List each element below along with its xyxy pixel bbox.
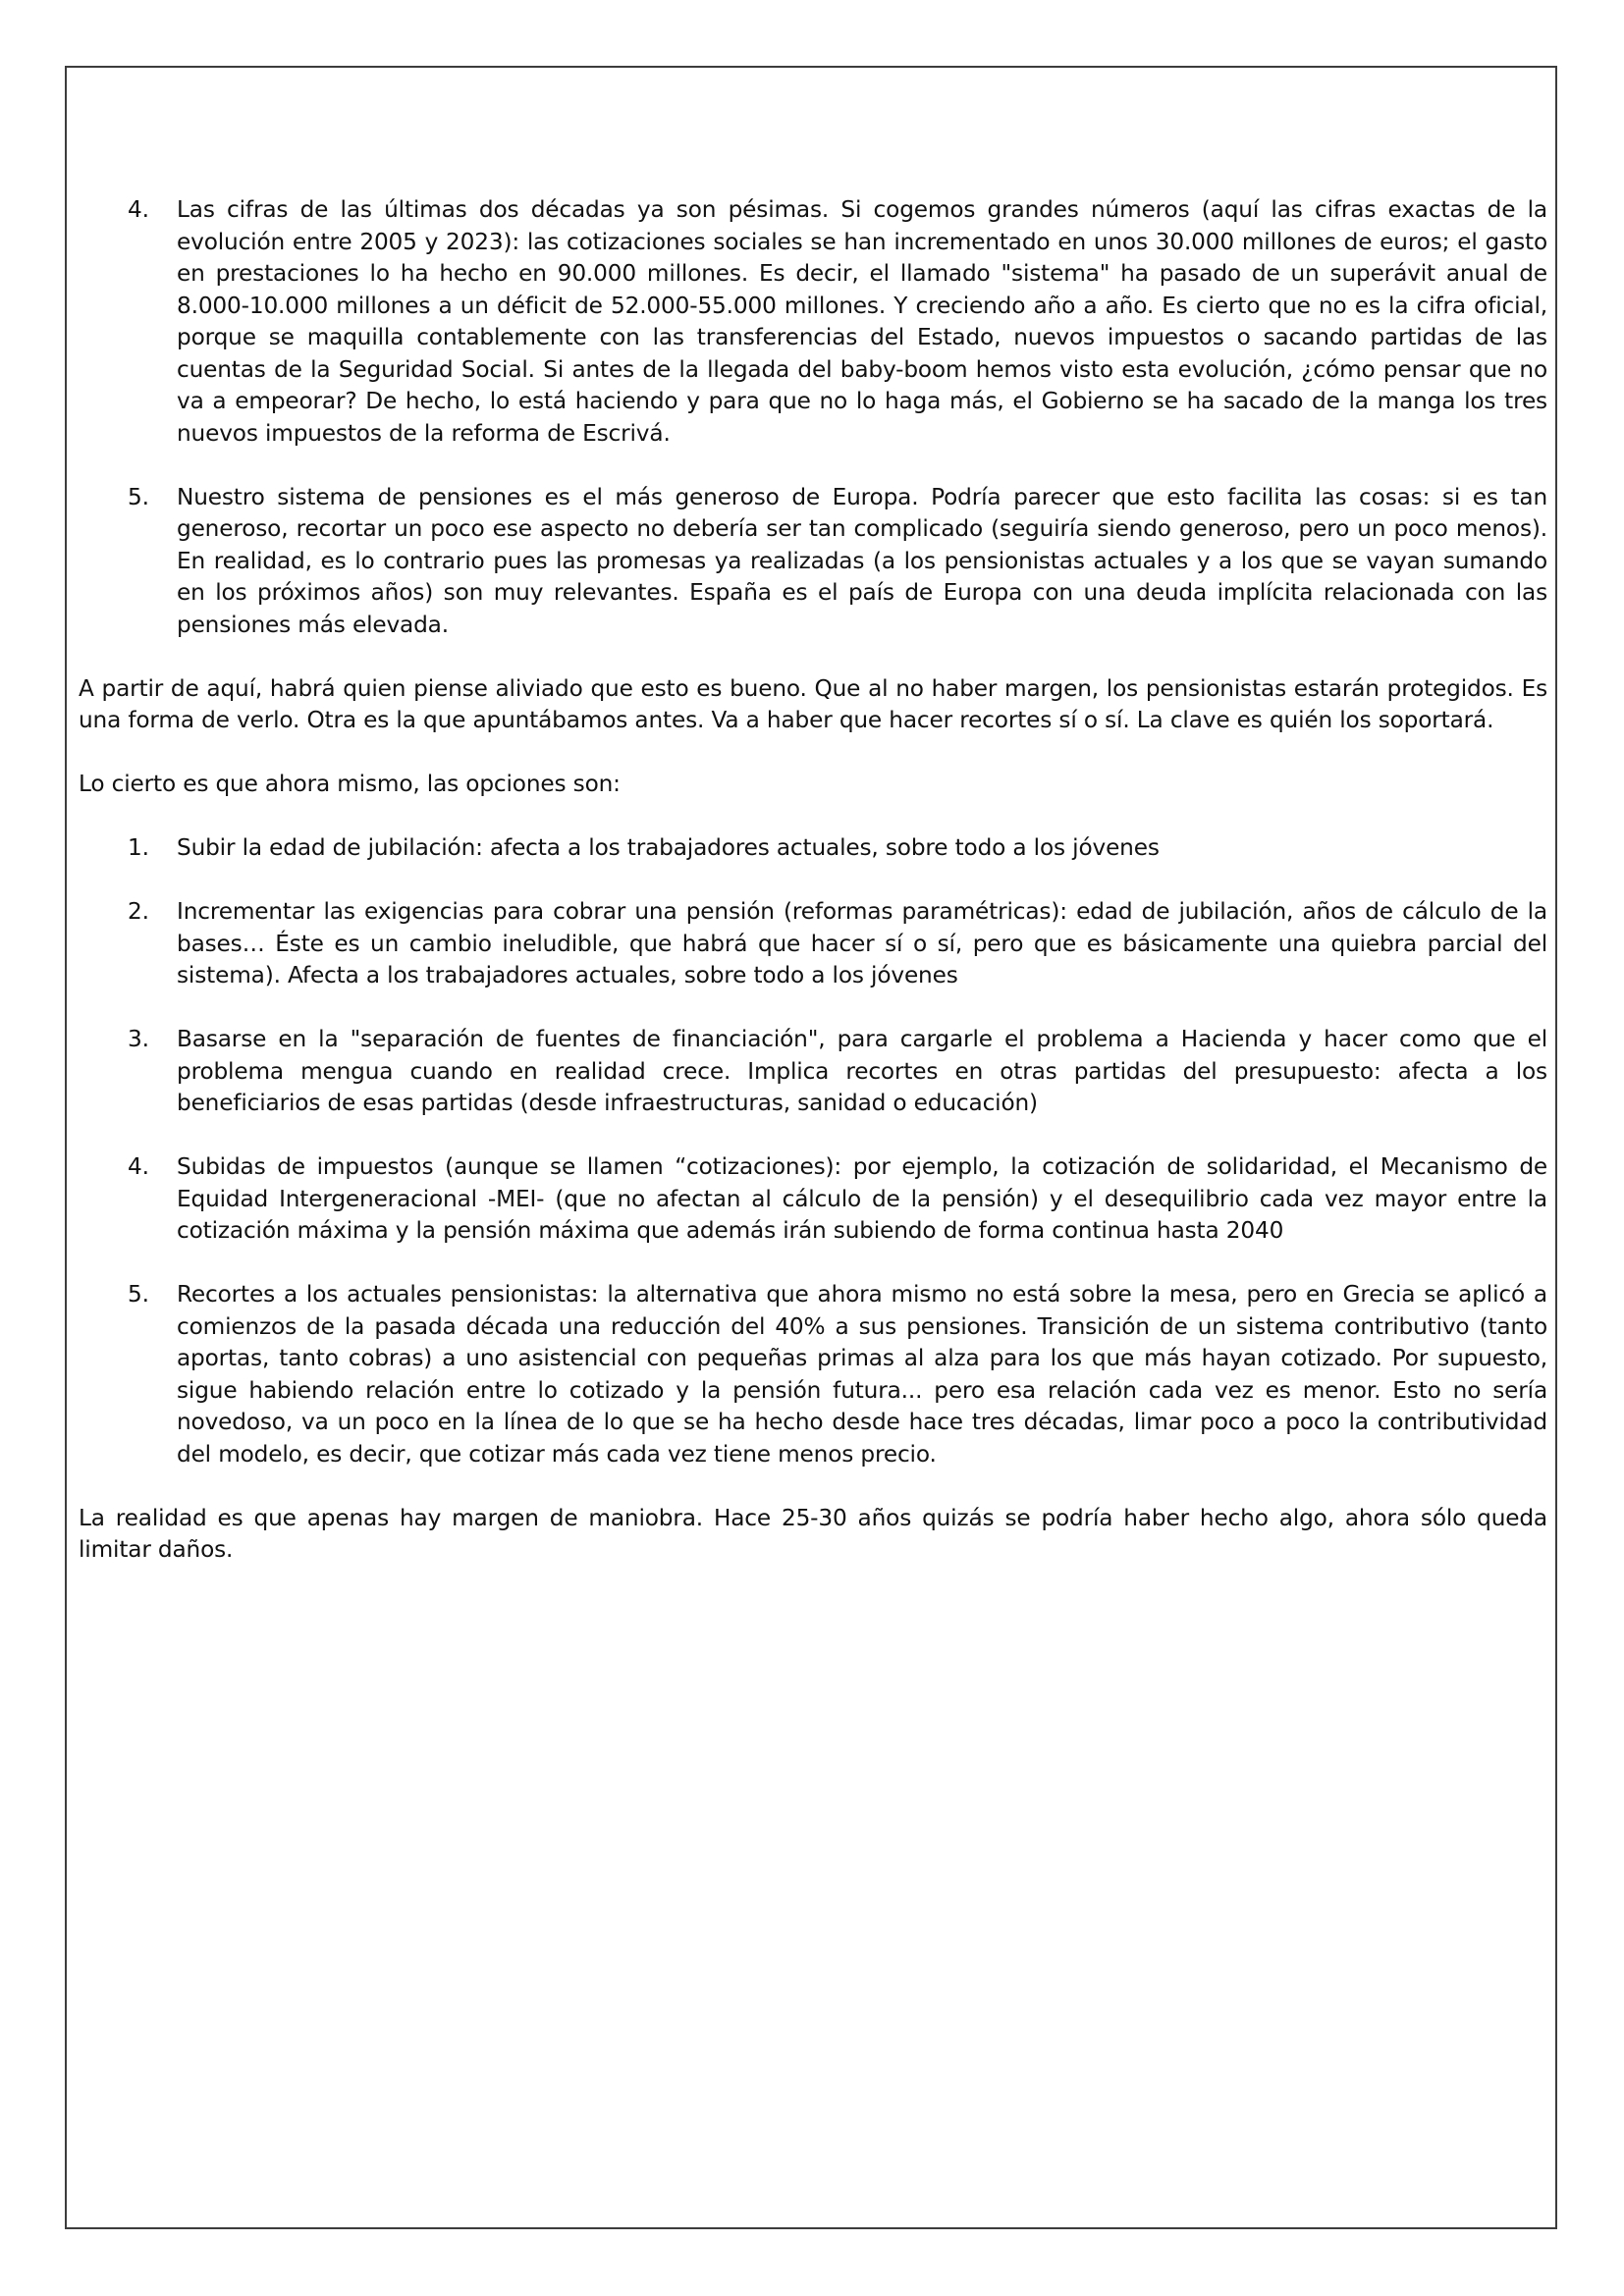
document-body (79, 194, 1547, 1598)
list-item-number: 3. (128, 1026, 149, 1052)
list-item-number: 5. (128, 483, 149, 510)
paragraph: A partir de aquí, habrá quien piense aliviado que esto es bueno. Que al no haber margen, los pensionistas estarán protegidos. Es una forma de verlo. Otra es la que apuntábamos antes. Va a haber que hacer recortes sí o sí. La clave es quién los soportará. (79, 674, 1547, 733)
list-item-number: 1. (128, 834, 149, 861)
list-item-text: Recortes a los actuales pensionistas: la alternativa que ahora mismo no está sobre la mesa, pero en Grecia se aplicó a comienzos de la pasada década una reducción del 40% a sus pensiones. Transición de un sistema contributivo (tanto aportas, tanto cobras) a uno asistencial con pequeñas primas al alza para los que más hayan cotizado. Por supuesto, sigue habiendo relación entre lo cotizado y la pensión futura... pero esa relación cada vez es menor. Esto no sería novedoso, va un poco en la línea de lo que se ha hecho desde hace tres décadas, limar poco a poco la contributividad del modelo, es decir, que cotizar más cada vez tiene menos precio. (177, 1281, 1547, 1468)
list-item (79, 1024, 1547, 1120)
list-item-text: Incrementar las exigencias para cobrar una pensión (reformas paramétricas): edad de jubilación, años de cálculo de la bases… Éste es un cambio ineludible, que habrá que hacer sí o sí, pero que es básicamente una quiebra parcial del sistema). Afecta a los trabajadores actuales, sobre todo a los jóvenes (177, 898, 1547, 988)
list-item-text: Subir la edad de jubilación: afecta a los trabajadores actuales, sobre todo a los jóvenes (177, 834, 1160, 861)
list-item-number: 2. (128, 898, 149, 925)
closing-paragraph: La realidad es que apenas hay margen de maniobra. Hace 25-30 años quizás se podría haber hecho algo, ahora sólo queda limitar daños. (79, 1504, 1547, 1563)
list-item (79, 896, 1547, 992)
list-item (79, 194, 1547, 450)
list-item-text: Subidas de impuestos (aunque se llamen “cotizaciones): por ejemplo, la cotización de solidaridad, el Mecanismo de Equidad Intergeneracional -MEI- (que no afectan al cálculo de la pensión) y el desequilibrio cada vez mayor entre la cotización máxima y la pensión máxima que además irán subiendo de forma continua hasta 2040 (177, 1153, 1547, 1244)
list-item (79, 1279, 1547, 1470)
list-item-text: Basarse en la "separación de fuentes de financiación", para cargarle el problema a Hacienda y hacer como que el problema mengua cuando en realidad crece. Implica recortes en otras partidas del presupuesto: afecta a los beneficiarios de esas partidas (desde infraestructuras, sanidad o educación) (177, 1026, 1547, 1116)
list-item (79, 482, 1547, 642)
list-item-number: 4. (128, 1153, 149, 1180)
list-item (79, 832, 1547, 865)
list-item-text: Nuestro sistema de pensiones es el más generoso de Europa. Podría parecer que esto facilita las cosas: si es tan generoso, recortar un poco ese aspecto no debería ser tan complicado (seguiría siendo generoso, pero un poco menos). En realidad, es lo contrario pues las promesas ya realizadas (a los pensionistas actuales y a los que se vayan sumando en los próximos años) son muy relevantes. España es el país de Europa con una deuda implícita relacionada con las pensiones más elevada. (177, 483, 1547, 638)
list-item-text: Las cifras de las últimas dos décadas ya son pésimas. Si cogemos grandes números (aquí las cifras exactas de la evolución entre 2005 y 2023): las cotizaciones sociales se han incrementado en unos 30.000 millones de euros; el gasto en prestaciones lo ha hecho en 90.000 millones. Es decir, el llamado "sistema" ha pasado de un superávit anual de 8.000-10.000 millones a un déficit de 52.000-55.000 millones. Y creciendo año a año. Es cierto que no es la cifra oficial, porque se maquilla contablemente con las transferencias del Estado, nuevos impuestos o sacando partidas de las cuentas de la Seguridad Social. Si antes de la llegada del baby-boom hemos visto esta evolución, ¿cómo pensar que no va a empeorar? De hecho, lo está haciendo y para que no lo haga más, el Gobierno se ha sacado de la manga los tres nuevos impuestos de la reforma de Escrivá. (177, 196, 1547, 447)
list-item (79, 1151, 1547, 1248)
numbered-list-continued (79, 194, 1547, 641)
options-numbered-list (79, 832, 1547, 1470)
options-intro-paragraph: Lo cierto es que ahora mismo, las opciones son: (79, 771, 621, 797)
list-item-number: 5. (128, 1281, 149, 1308)
list-item-number: 4. (128, 196, 149, 223)
